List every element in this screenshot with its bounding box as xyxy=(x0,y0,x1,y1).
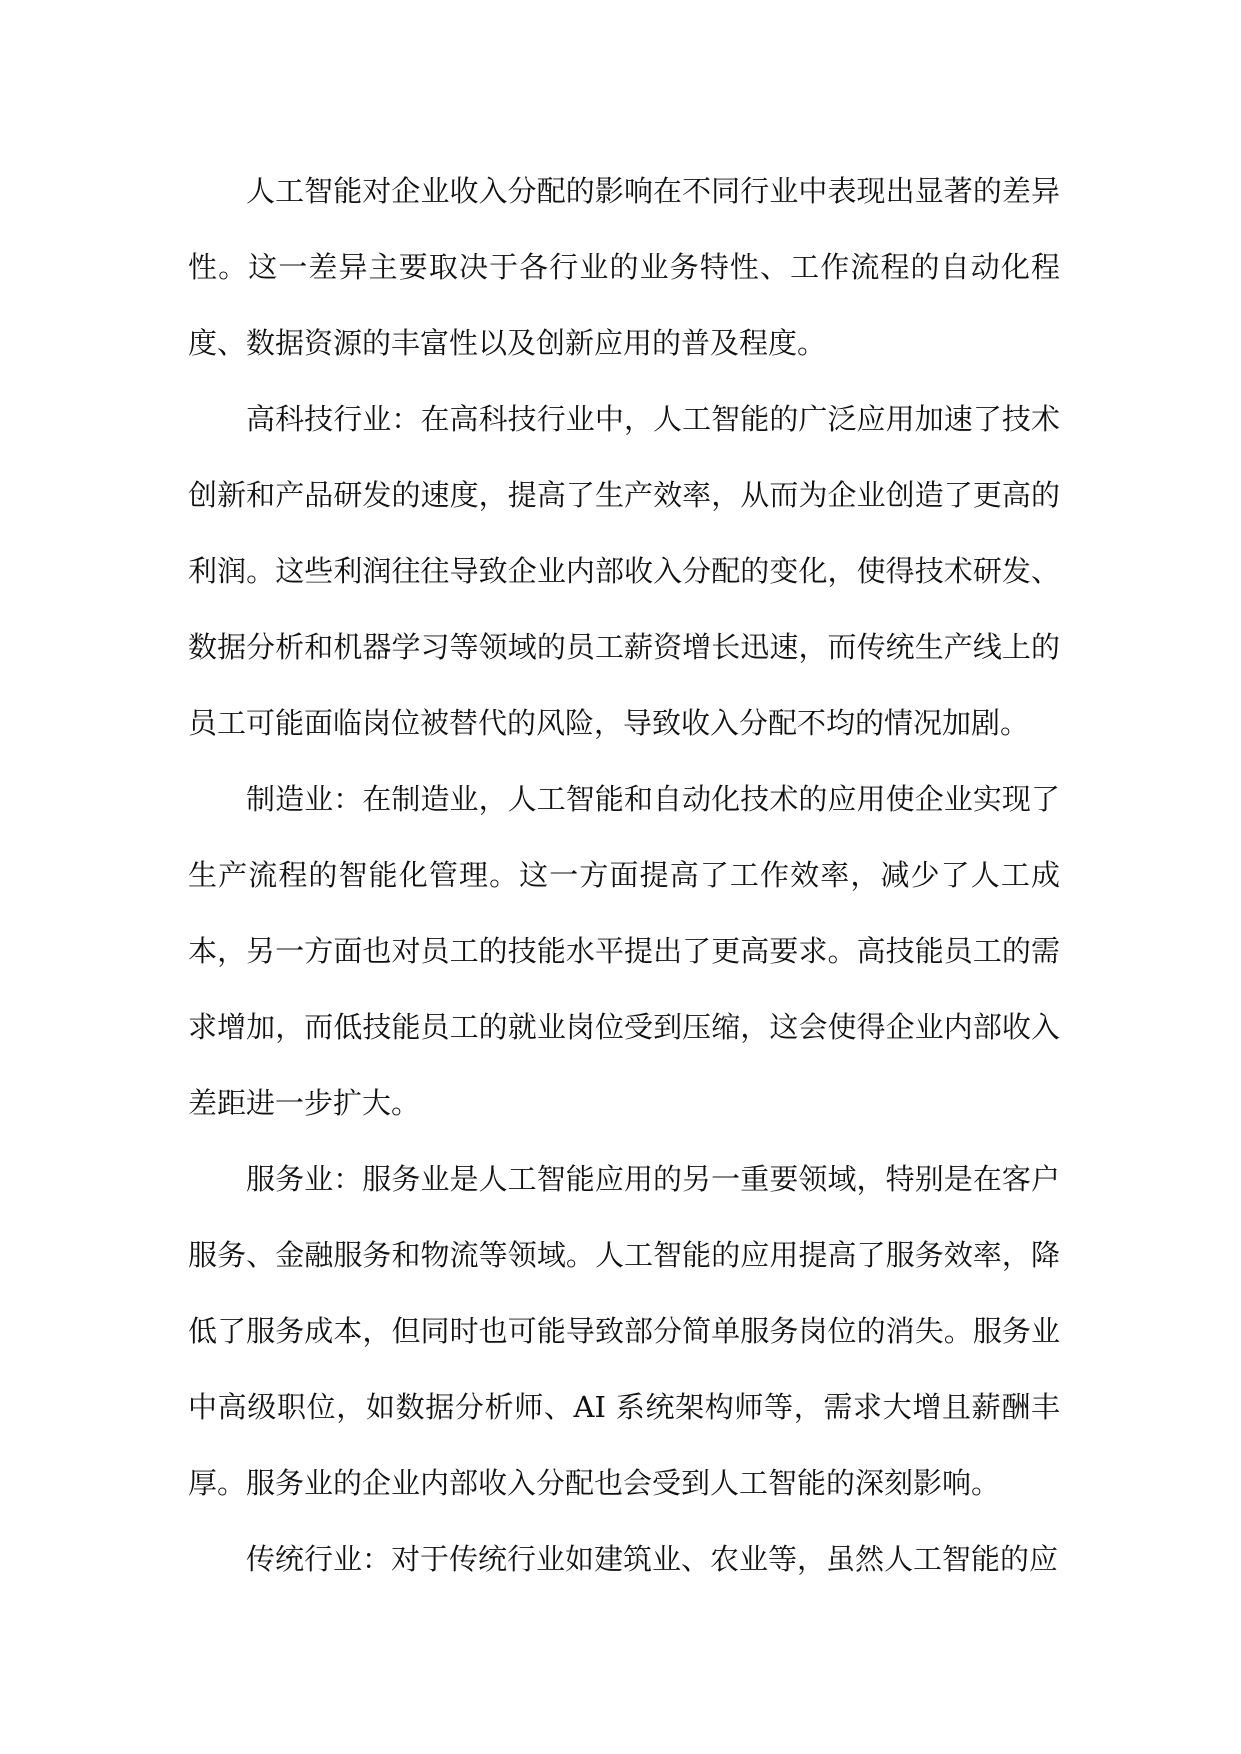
paragraph-manufacturing: 制造业：在制造业，人工智能和自动化技术的应用使企业实现了生产流程的智能化管理。这一方面提高了工作效率，减少了人工成本，另一方面也对员工的技能水平提出了更高要求。高技能员工的需求增加，而低技能员工的就业岗位受到压缩，这会使得企业内部收入差距进一步扩大。 xyxy=(188,782,1060,1120)
paragraph-traditional: 传统行业：对于传统行业如建筑业、农业等，虽然人工智能的应 xyxy=(246,1542,1059,1576)
paragraph-high-tech: 高科技行业：在高科技行业中，人工智能的广泛应用加速了技术创新和产品研发的速度，提高了生产效率，从而为企业创造了更高的利润。这些利润往往导致企业内部收入分配的变化，使得技术研发、数据分析和机器学习等领域的员工薪资增长迅速，而传统生产线上的员工可能面临岗位被替代的风险，导致收入分配不均的情况加剧。 xyxy=(188,402,1060,740)
body-text xyxy=(188,153,1060,1597)
paragraph-intro: 人工智能对企业收入分配的影响在不同行业中表现出显著的差异性。这一差异主要取决于各行业的业务特性、工作流程的自动化程度、数据资源的丰富性以及创新应用的普及程度。 xyxy=(188,174,1060,360)
paragraph-services: 服务业：服务业是人工智能应用的另一重要领域，特别是在客户服务、金融服务和物流等领域。人工智能的应用提高了服务效率，降低了服务成本，但同时也可能导致部分简单服务岗位的消失。服务业中高级职位，如数据分析师、AI 系统架构师等，需求大增且薪酬丰厚。服务业的企业内部收入分配也会受到人工智能的深刻影响。 xyxy=(188,1162,1060,1500)
